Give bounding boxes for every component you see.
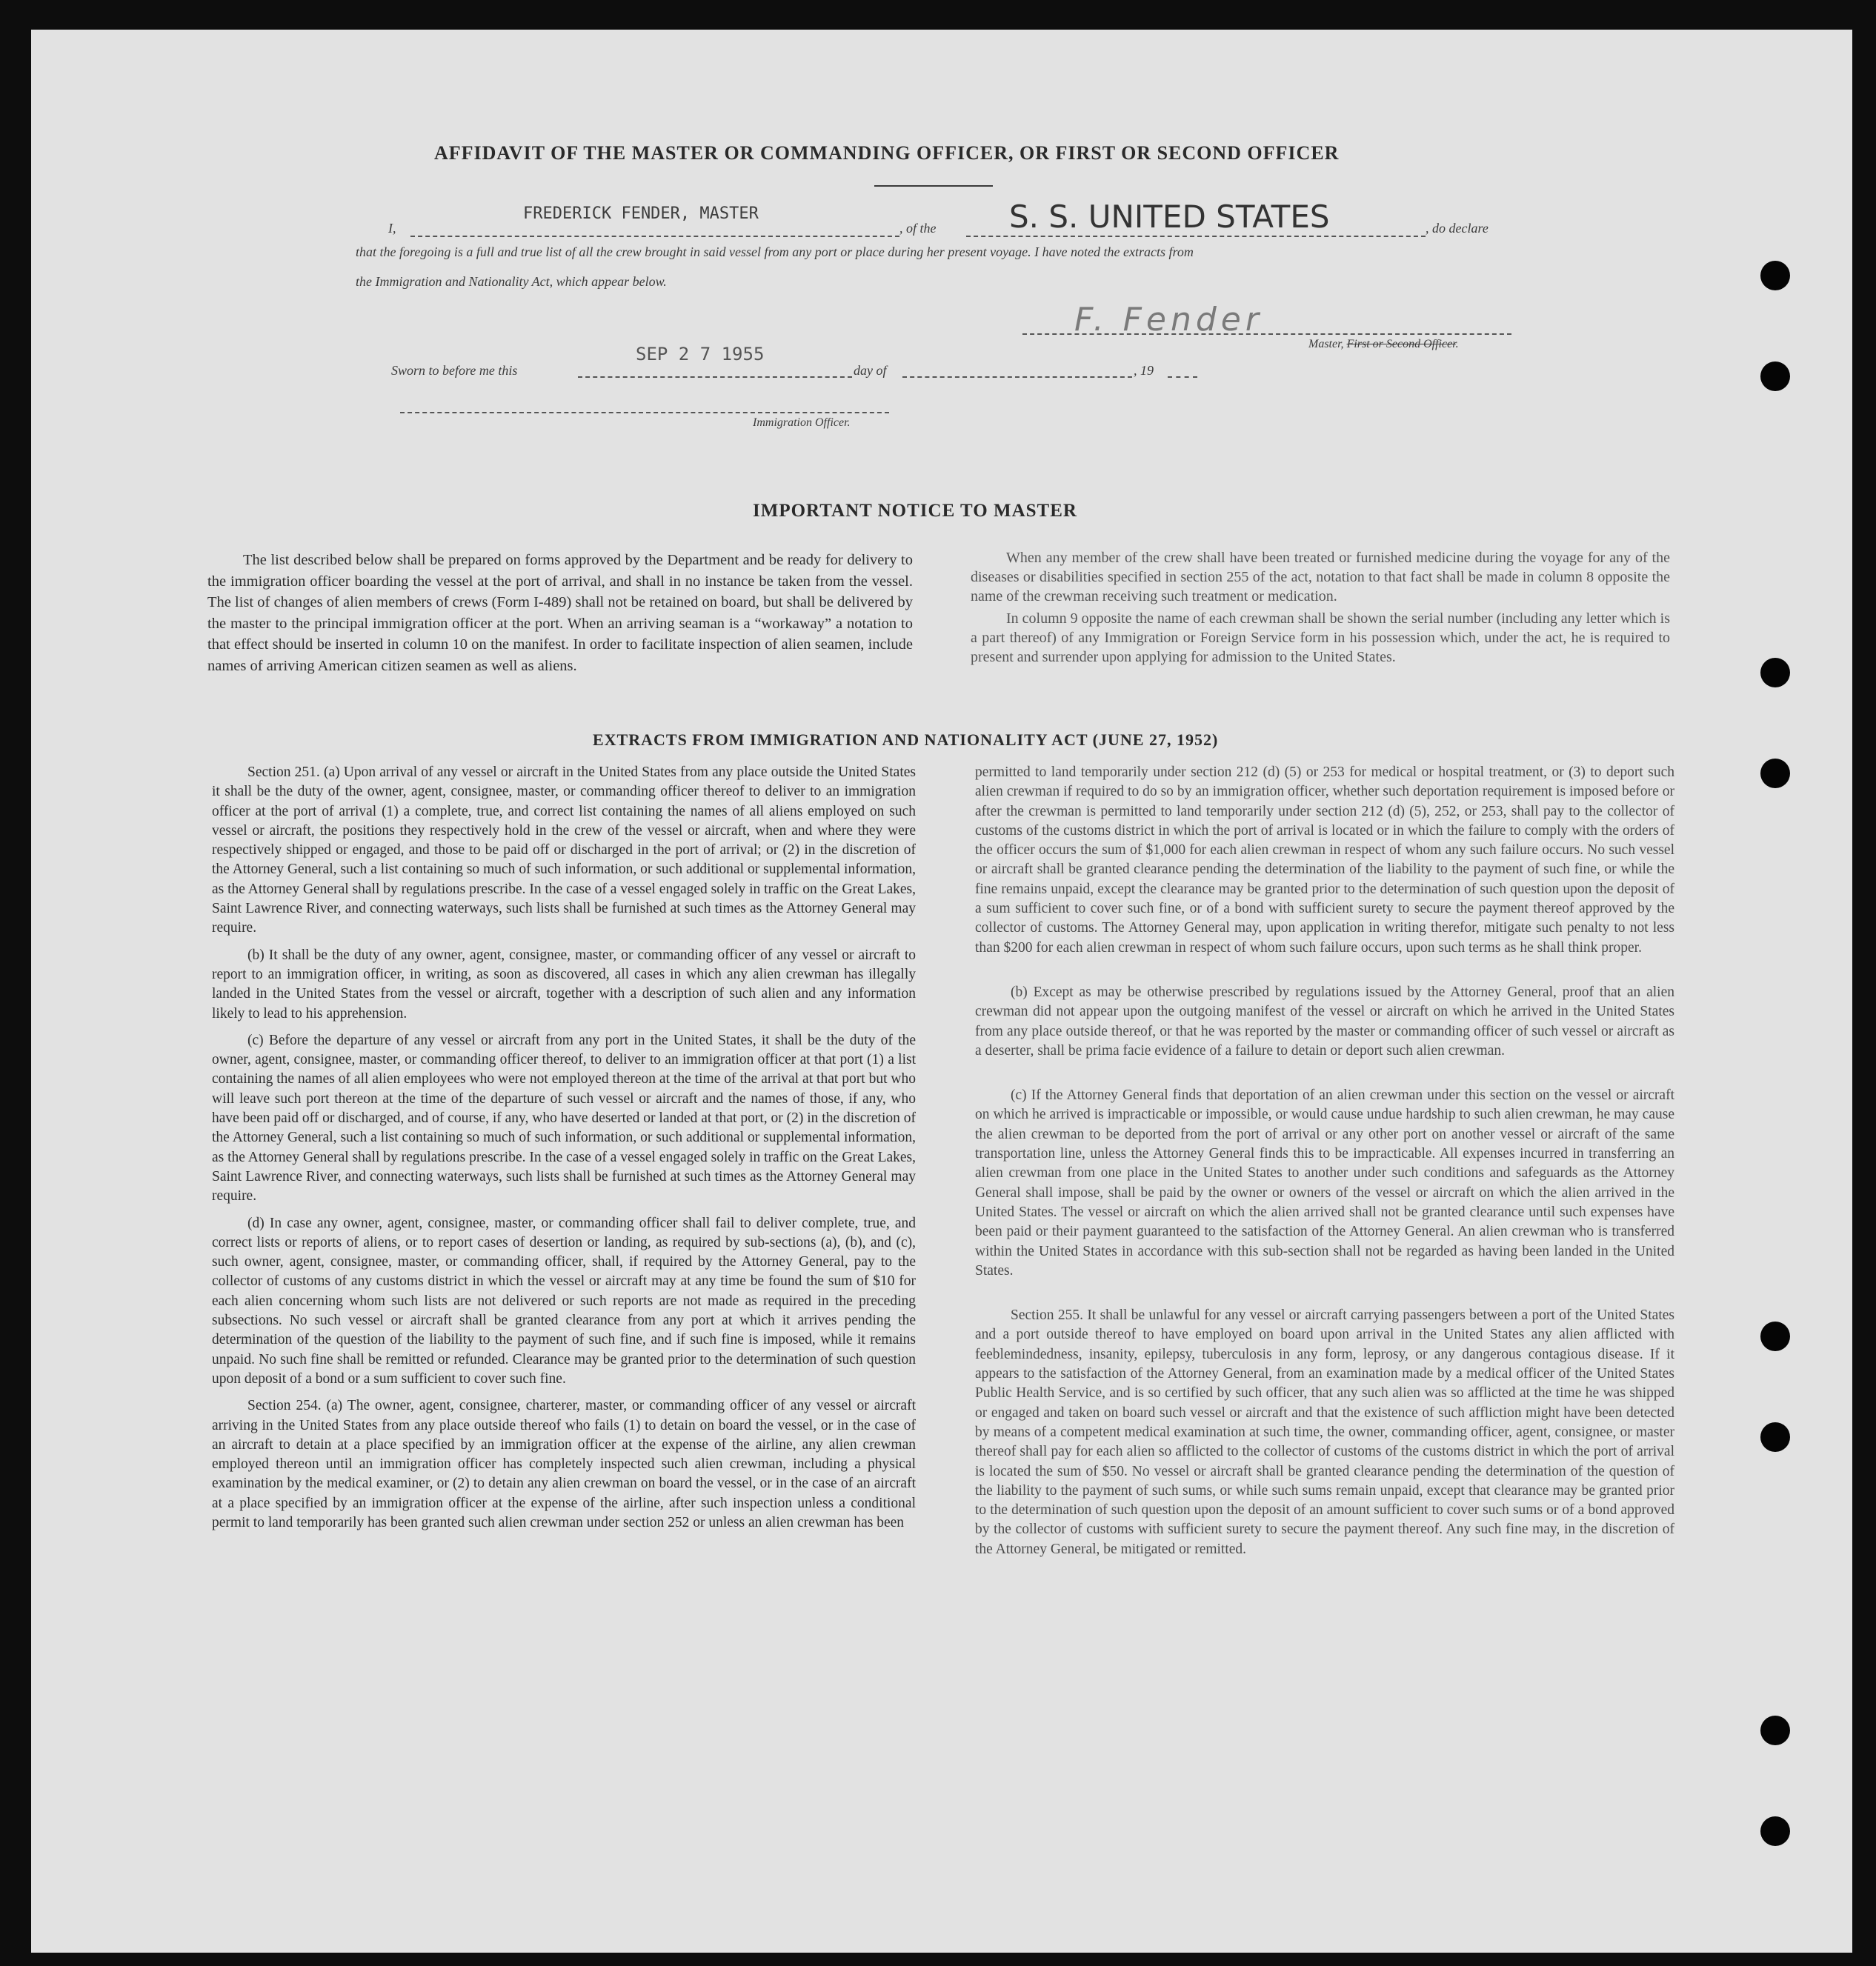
section-251-a: Section 251. (a) Upon arrival of any vessel or aircraft in the United States from any place outside the United States it shall be the duty of the owner, agent, consignee, master, or commanding officer thereof to deliver to an immigration officer at the port of arrival (1) a complete, true, and correct list containing the names of all aliens employed on such vessel or aircraft, the positions they respectively hold in the crew of the vessel or aircraft, when and where they were respectively shipped or engaged, and those to be paid off or discharged in the port of arrival; or (2) in the discretion of the Attorney General, such a list containing so much of such information, or such additional or supplemental information, as the Attorney General shall by regulations prescribe. In the case of a vessel engaged solely in traffic on the Great Lakes, Saint Lawrence River, and connecting waterways, such lists shall be furnished at such times as the Attorney General may require. [212,764,916,936]
extracts-title: EXTRACTS FROM IMMIGRATION AND NATIONALITY ACT (JUNE 27, 1952) [593,730,1219,749]
master-signature: F. Fender [1074,301,1263,339]
punch-hole [1760,1322,1790,1351]
extracts-left-column [212,763,916,1540]
sworn-day-line [578,376,852,378]
vessel-line [966,236,1426,237]
punch-hole [1760,759,1790,788]
section-254-a: Section 254. (a) The owner, agent, consignee, charterer, master, or commanding officer of any vessel or aircraft arriving in the United States from any place outside thereof who fails (1) to detain on board the vessel, or in the case of an aircraft to detain at a place specified by an immigration officer at the expense of the airline, any alien crewman employed thereon until an immigration officer has completely inspected such alien crewman, including a physical examination by the medical examiner, or (2) to detain any alien crewman on board the vessel, or in the case of an aircraft at a place specified by an immigration officer at the expense of the airline, after such inspection unless a conditional permit to land temporarily has been granted such alien crewman under section 252 or unless an alien crewman has been [212,1398,916,1530]
notice-title: IMPORTANT NOTICE TO MASTER [753,501,1077,521]
vessel-name-typed: S. S. UNITED STATES [1009,199,1330,235]
punch-hole [1760,1422,1790,1452]
officer-signature-line [400,412,889,413]
punch-hole [1760,1716,1790,1745]
section-254-c: (c) If the Attorney General finds that deportation of an alien crewman under this section on the vessel or aircraft on which he arrived is impracticable or impossible, or would cause undue hardship to such alien crewman, he may cause the alien crewman to be deported from the port of arrival or any other port on another vessel or aircraft of the same transportation line, unless the Attorney General finds this to be impracticable. All expenses incurred in transferring an alien crewman from one place in the United States to another under such conditions and safeguards as the Attorney General shall impose, shall be paid by the owner or owners of the vessel or aircraft on which the alien arrived in the United States. The vessel or aircraft on which the alien arrived shall not be granted clearance until such expenses have been paid or their payment guaranteed to the satisfaction of the Attorney General. An alien crewman who is transferred within the United States in accordance with this sub-section shall not be regarded as having been landed in the United States. [975,1087,1674,1279]
signer-title [1308,338,1459,351]
punch-hole [1760,658,1790,687]
affidavit-title: AFFIDAVIT OF THE MASTER OR COMMANDING OFFICER, OR FIRST OR SECOND OFFICER [434,142,1340,164]
notice-right-paragraph-2: In column 9 opposite the name of each crewman shall be shown the serial number (including any letter which is a part thereof) of any Immigration or Foreign Service form in his possession which, under the act, he is required to present and surrender upon applying for admission to the United States. [971,610,1670,665]
do-declare-label: , do declare [1426,221,1489,236]
of-the-label: , of the [899,221,937,236]
signature-line [1022,333,1511,335]
notice-right-column [971,548,1670,674]
day-of-label: day of [854,363,887,378]
section-251-c: (c) Before the departure of any vessel or aircraft from any port in the United States, it shall be the duty of the owner, agent, consignee, master, or commanding officer thereof, to deliver to an immigration officer at that port (1) a list containing the names of all alien employees who were not employed thereon at the time of the arrival at that port but who will leave such port thereon at the time of the departure of such vessel or aircraft and the names of those, if any, who have been paid off or discharged, and of course, if any, who have deserted or landed at that port, or (2) in the discretion of the Attorney General, such a list containing so much of such information, or such additional or supplemental information, as the Attorney General shall by regulations prescribe. In the case of a vessel engaged solely in traffic on the Great Lakes, Saint Lawrence River, and connecting waterways, such lists shall be furnished at such times as the Attorney General may require. [212,1032,916,1204]
signer-title-struck: First or Second Officer [1346,338,1456,350]
date-stamp: SEP 2 7 1955 [636,344,765,364]
sworn-label: Sworn to before me this [391,363,518,378]
title-rule [874,185,993,187]
punch-hole [1760,361,1790,391]
notice-right-paragraph-1: When any member of the crew shall have been treated or furnished medicine during the voyage for any of the diseases or disabilities specified in section 255 of the act, notation to that fact shall be made in column 8 opposite the name of the crewman receiving such treatment or medication. [971,550,1670,604]
section-251-d: (d) In case any owner, agent, consignee, master, or commanding officer shall fail to deliver complete, true, and correct lists or reports of aliens, or to report cases of desertion or landing, as required by sub-sections (a), (b), and (c), such owner, agent, consignee, master, or commanding officer, shall, if required by the Attorney General, pay to the collector of customs of any customs district in which the vessel or aircraft may at any time be found the sum of $10 for each alien concerning whom such lists are not delivered or such reports are not made as required in the preceding subsections. No such vessel or aircraft shall be granted clearance from any port at which it arrives pending the determination of the question of the liability to the payment of such fine, and if such fine is imposed, while it remains unpaid. No such fine shall be remitted or refunded. Clearance may be granted prior to the determination of such question upon deposit of a bond or a sum sufficient to cover such fine. [212,1215,916,1387]
month-line [902,376,1132,378]
affidavit-statement-line-3: the Immigration and Nationality Act, which appear below. [356,274,667,289]
section-255: Section 255. It shall be unlawful for any vessel or aircraft carrying passengers between a port of the United States and a port outside thereof to have employed on board upon arrival in the United States any alien afflicted with feeblemindedness, insanity, epilepsy, tuberculosis in any form, leprosy, or any dangerous contagious disease. If it appears to the satisfaction of the Attorney General, from an examination made by a medical officer of the United States Public Health Service, and is so certified by such officer, that any such alien was so afflicted at the time he was shipped or engaged and taken on board such vessel or aircraft and that the existence of such affliction might have been detected by means of a competent medical examination at such time, the owner, commanding officer, agent, consignee, or master thereof shall pay for each alien so afflicted to the collector of customs of the customs district in which the port of arrival is located the sum of $50. No vessel or aircraft shall be granted clearance pending the determination of the question of the liability to the payment of such sums, or while such sums remain unpaid, except that clearance may be granted prior to the determination of such question upon the deposit of an amount sufficient to cover such sums or of a bond approved by the collector of customs with sufficient surety to secure the payment thereof. Any such fine may, in the discretion of the Attorney General, be mitigated or remitted. [975,1307,1674,1557]
punch-hole [1760,1816,1790,1846]
punch-hole [1760,261,1790,290]
affidavit-statement-line-2: that the foregoing is a full and true list of all the crew brought in said vessel from any port or place during her present voyage. I have noted the extracts from [356,244,1194,259]
year-line [1168,376,1197,378]
notice-left-column [207,550,913,684]
section-254-b: (b) Except as may be otherwise prescribed by regulations issued by the Attorney General, proof that an alien crewman did not appear upon the outgoing manifest of the vessel or aircraft on which he arrived in the United States from any place outside thereof, or that he was reported by the master or commanding officer of such vessel or aircraft as a deserter, shall be prima facie evidence of a failure to detain or deport such alien crewman. [975,984,1674,1059]
name-line [410,236,899,237]
year-prefix: , 19 [1134,363,1154,378]
affidavit-i-label: I, [388,221,396,236]
signer-title-master: Master, [1308,338,1347,350]
section-254-a-cont: permitted to land temporarily under section 212 (d) (5) or 253 for medical or hospital treatment, or (3) to deport such alien crewman if required to do so by an immigration officer, whether such deportation requirement is imposed before or after the crewman is permitted to land temporarily under section 212 (d) (5), 252, or 253, shall pay to the collector of customs of the customs district in which the port of arrival is located or in which the failure to comply with the orders of the officer occurs the sum of $1,000 for each alien crewman in respect of whom any such failure occurs. No such vessel or aircraft shall be granted clearance pending the determination of the liability to the payment of such fine, or while the fine remains unpaid, except the clearance may be granted prior to the determination of such question upon the deposit of a sum sufficient to cover such fine, or of a bond with sufficient surety to secure the payment thereof approved by the collector of customs. The Attorney General may, upon application in writing therefor, mitigate such penalty to not less than $200 for each alien crewman in respect of whom such failure occurs, upon such terms as he shall think proper. [975,764,1674,956]
extracts-right-column [975,763,1674,1567]
master-name-typed: FREDERICK FENDER, MASTER [523,204,759,223]
signer-title-end: . [1455,338,1459,350]
notice-left-paragraph: The list described below shall be prepared on forms approved by the Department and be ready for delivery to the immigration officer boarding the vessel at the port of arrival, and shall in no instance be taken from the vessel. The list of changes of alien members of crews (Form I-489) shall not be retained on board, but shall be delivered by the master to the principal immigration officer at the port. When an arriving seaman is a “workaway” a notation to that effect should be inserted in column 10 on the manifest. In order to facilitate inspection of alien seamen, include names of arriving American citizen seamen as well as aliens. [207,552,913,674]
immigration-officer-label: Immigration Officer. [753,416,851,429]
section-251-b: (b) It shall be the duty of any owner, agent, consignee, master, or commanding officer of any vessel or aircraft to report to an immigration officer, in writing, as soon as discovered, all cases in which any alien crewman has illegally landed in the United States from the vessel or aircraft, together with a description of such alien and any information likely to lead to his apprehension. [212,947,916,1022]
